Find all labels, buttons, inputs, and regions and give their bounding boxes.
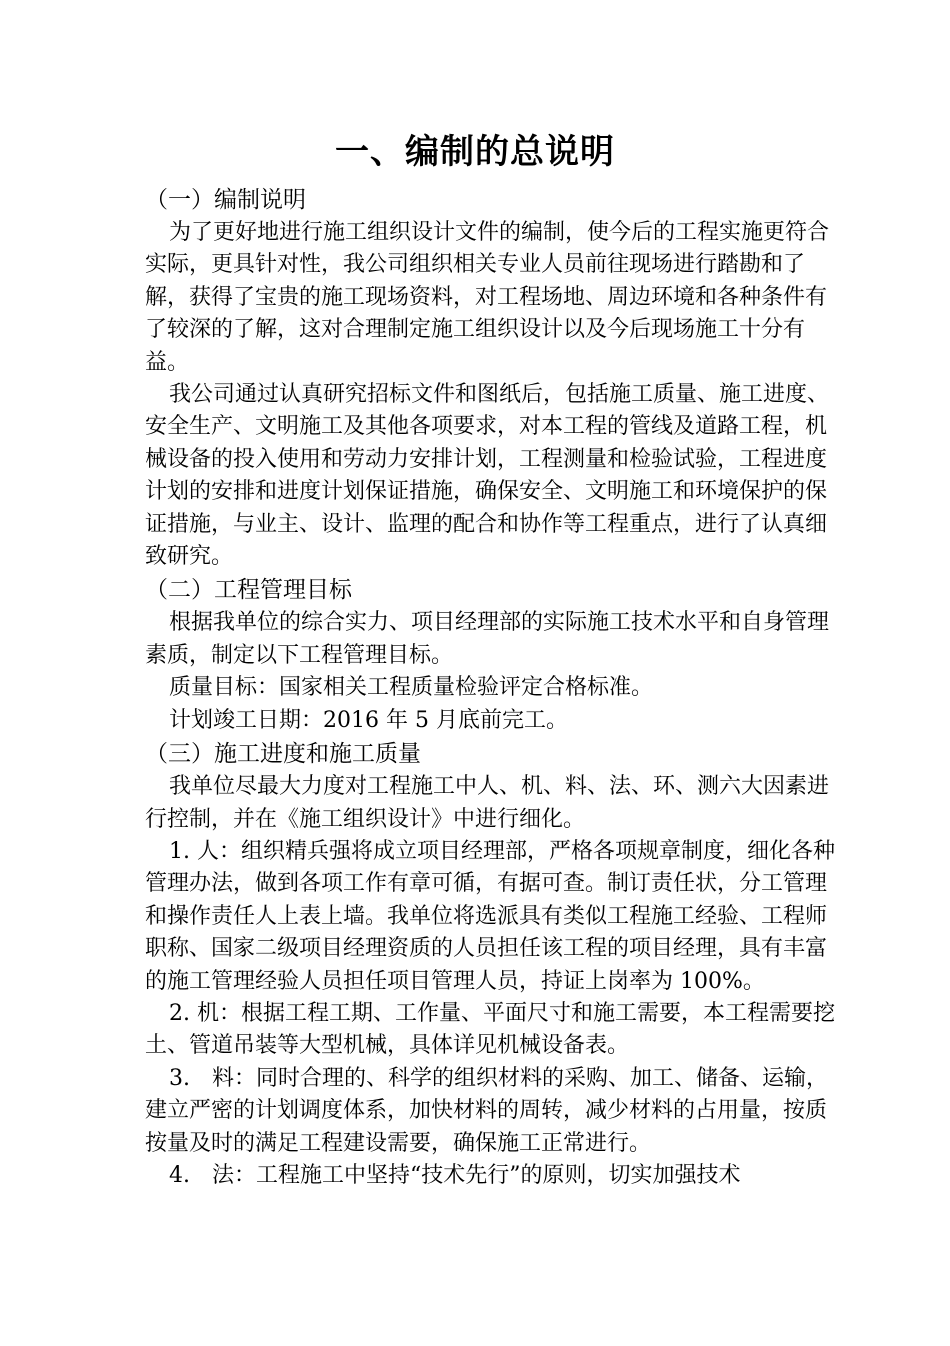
paragraph: 我公司通过认真研究招标文件和图纸后，包括施工质量、施工进度、安全生产、文明施工及其他各项要求，对本工程的管线及道路工程，机械设备的投入使用和劳动力安排计划，工程测量和检验试验，工程进度计划的安排和进度计划保证措施，确保安全、文明施工和环境保护的保证措施，与业主、设计、监理的配合和协作等工程重点，进行了认真细致研究。 bbox=[145, 382, 830, 570]
section-heading: （三）施工进度和施工质量 bbox=[145, 741, 421, 768]
paragraph: 计划竣工日期：2016 年 5 月底前完工。 bbox=[169, 707, 568, 733]
page-title: 一、编制的总说明 bbox=[335, 132, 615, 172]
paragraph: 我单位尽最大力度对工程施工中人、机、料、法、环、测六大因素进行控制，并在《施工组织设计》中进行细化。 bbox=[145, 774, 830, 832]
section-schedule-quality bbox=[145, 737, 835, 1192]
section-heading: （一）编制说明 bbox=[145, 187, 306, 213]
paragraph: 2. 机：根据工程工期、工作量、平面尺寸和施工需要，本工程需要挖土、管道吊装等大型机械，具体详见机械设备表。 bbox=[145, 1000, 835, 1059]
paragraph: 质量目标：国家相关工程质量检验评定合格标准。 bbox=[169, 675, 654, 701]
section-management-goals bbox=[145, 573, 835, 737]
section-heading: （二）工程管理目标 bbox=[145, 577, 352, 604]
paragraph: 3. 料：同时合理的、科学的组织材料的采购、加工、储备、运输，建立严密的计划调度体系，加快材料的周转，减少材料的占用量，按质按量及时的满足工程建设需要，确保施工正常进行。 bbox=[145, 1065, 828, 1156]
section-compilation-notes bbox=[145, 183, 835, 573]
document-body bbox=[145, 183, 835, 1192]
paragraph: 根据我单位的综合实力、项目经理部的实际施工技术水平和自身管理素质，制定以下工程管理目标。 bbox=[145, 610, 830, 668]
paragraph: 1. 人：组织精兵强将成立项目经理部，严格各项规章制度，细化各种管理办法，做到各项工作有章可循，有据可查。制订责任状，分工管理和操作责任人上表上墙。我单位将选派具有类似工程施工经验、工程师职称、国家二级项目经理资质的人员担任该工程的项目经理，具有丰富的施工管理经验人员担任项目管理人员，持证上岗率为 100%。 bbox=[145, 838, 835, 994]
paragraph: 为了更好地进行施工组织设计文件的编制，使今后的工程实施更符合实际，更具针对性，我公司组织相关专业人员前往现场进行踏勘和了解，获得了宝贵的施工现场资料，对工程场地、周边环境和各种条件有了较深的了解，这对合理制定施工组织设计以及今后现场施工十分有益。 bbox=[145, 220, 830, 375]
paragraph: 4. 法：工程施工中坚持“技术先行”的原则，切实加强技术 bbox=[169, 1162, 741, 1188]
